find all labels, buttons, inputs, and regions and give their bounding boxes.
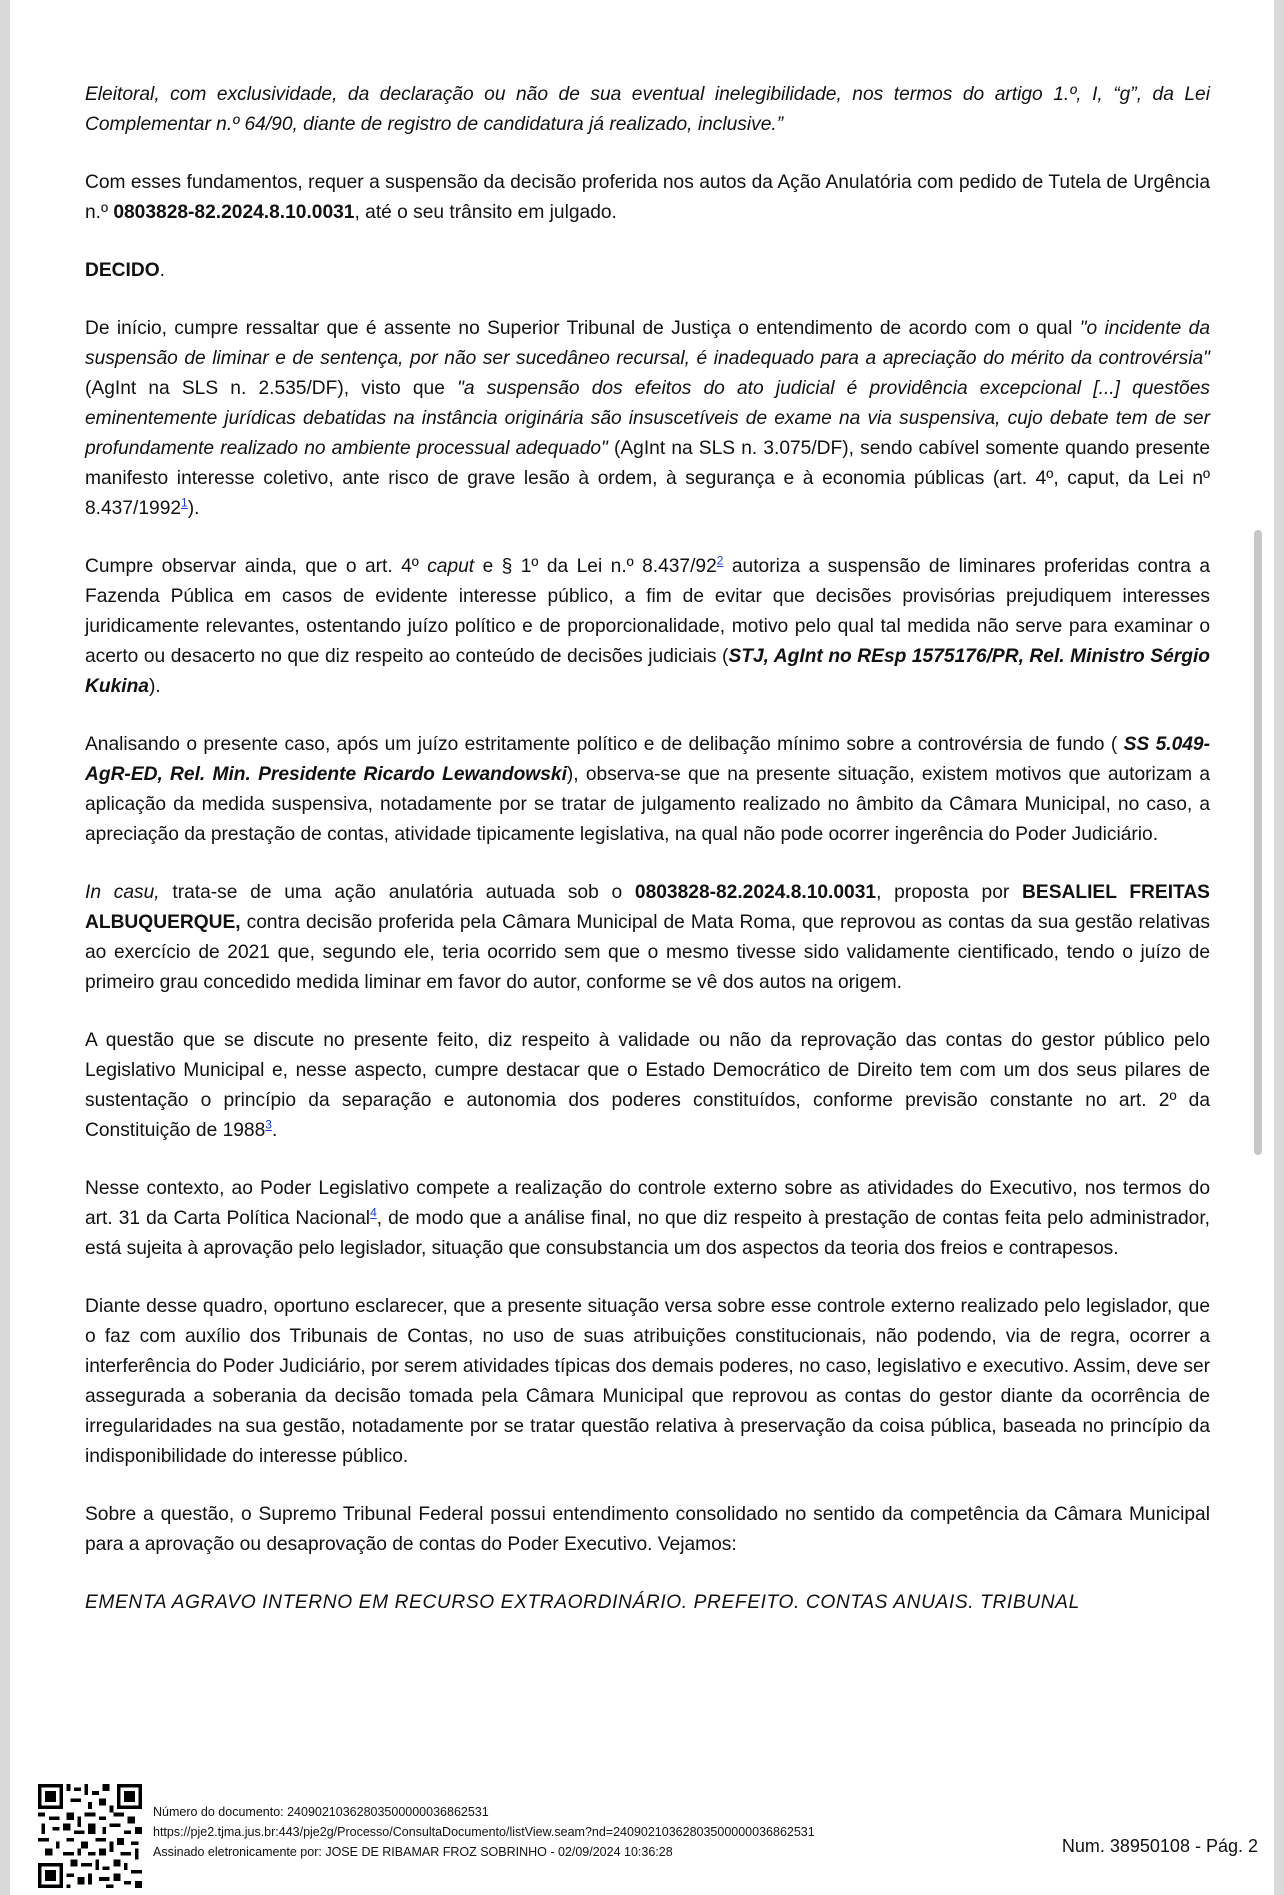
footnote-link-4[interactable]: 4 xyxy=(370,1205,377,1220)
footnote-link-3[interactable]: 3 xyxy=(265,1117,272,1132)
paragraph-quote-end: Eleitoral, com exclusividade, da declaração ou não de sua eventual inelegibilidade, nos termos do artigo 1.º, I, “g”, da Lei Complementar n.º 64/90, diante de registro de candidatura já realizado, inclusive.” xyxy=(85,84,1210,135)
decido-heading: DECIDO. xyxy=(85,260,165,281)
electronic-signature: Assinado eletronicamente por: JOSE DE RIBAMAR FROZ SOBRINHO - 02/09/2024 10:36:28 xyxy=(153,1845,673,1859)
footnote-link-1[interactable]: 1 xyxy=(181,495,188,510)
vertical-scrollbar[interactable] xyxy=(1254,530,1262,1155)
paragraph-request: Com esses fundamentos, requer a suspensão da decisão proferida nos autos da Ação Anulatória com pedido de Tutela de Urgência n.º 0803828-82.2024.8.10.0031, até o seu trânsito em julgado. xyxy=(85,172,1210,223)
document-page xyxy=(10,0,1274,1895)
paragraph-analysis: Analisando o presente caso, após um juízo estritamente político e de delibação mínimo sobre a controvérsia de fundo ( SS 5.049-AgR-ED, Rel. Min. Presidente Ricardo Lewandowski), observa-se que na presente situação, existem motivos que autorizam a aplicação da medida suspensiva, notadamente por se tratar de julgamento realizado no âmbito da Câmara Municipal, no caso, a apreciação da prestação de contas, atividade tipicamente legislativa, na qual não pode ocorrer ingerência do Poder Judiciário. xyxy=(85,734,1210,845)
paragraph-context: Nesse contexto, ao Poder Legislativo compete a realização do controle externo sobre as atividades do Executivo, nos termos do art. 31 da Carta Política Nacional$^4$, de modo que a análise final, no que diz respeito à prestação de contas feita pelo administrador, está sujeita à aprovação pelo legislador, situação que consubstancia um dos aspectos da teoria dos freios e contrapesos. xyxy=(85,1178,1210,1259)
document-body xyxy=(85,80,1210,1646)
qr-code-icon xyxy=(38,1784,142,1888)
paragraph-stf: Sobre a questão, o Supremo Tribunal Federal possui entendimento consolidado no sentido da competência da Câmara Municipal para a aprovação ou desaprovação de contas do Poder Executivo. Vejamos: xyxy=(85,1504,1210,1555)
document-url[interactable]: https://pje2.tjma.jus.br:443/pje2g/Processo/ConsultaDocumento/listView.seam?nd=24090210362803500000036862531 xyxy=(153,1825,815,1839)
footnote-link-2[interactable]: 2 xyxy=(716,553,724,568)
document-number: Número do documento: 24090210362803500000036862531 xyxy=(153,1805,489,1819)
paragraph-stj-understanding: De início, cumpre ressaltar que é assente no Superior Tribunal de Justiça o entendimento de acordo com o qual "o incidente da suspensão de liminar e de sentença, por não ser sucedâneo recursal, é inadequado para a apreciação do mérito da controvérsia" (AgInt na SLS n. 2.535/DF), visto que "a suspensão dos efeitos do ato judicial é providência excepcional [...] questões eminentemente jurídicas debatidas na instância originária são insuscetíveis de exame na via suspensiva, cujo debate tem de ser profundamente realizado no ambiente processual adequado" (AgInt na SLS n. 3.075/DF), sendo cabível somente quando presente manifesto interesse coletivo, ante risco de grave lesão à ordem, à segurança e à economia públicas (art. 4º, caput, da Lei nº 8.437/1992$^1$). xyxy=(85,318,1210,519)
paragraph-in-casu: In casu, trata-se de uma ação anulatória autuada sob o 0803828-82.2024.8.10.0031, proposta por BESALIEL FREITAS ALBUQUERQUE, contra decisão proferida pela Câmara Municipal de Mata Roma, que reprovou as contas da sua gestão relativas ao exercício de 2021 que, segundo ele, teria ocorrido sem que o mesmo tivesse sido validamente cientificado, tendo o juízo de primeiro grau concedido medida liminar em favor do autor, conforme se vê dos autos na origem. xyxy=(85,882,1210,993)
paragraph-question: A questão que se discute no presente feito, diz respeito à validade ou não da reprovação das contas do gestor público pelo Legislativo Municipal e, nesse aspecto, cumpre destacar que o Estado Democrático de Direito tem com um dos seus pilares de sustentação o princípio da separação e autonomia dos poderes constituídos, conforme previsão constante no art. 2º da Constituição de 1988$^3$. xyxy=(85,1030,1210,1141)
ementa-line: EMENTA AGRAVO INTERNO EM RECURSO EXTRAORDINÁRIO. PREFEITO. CONTAS ANUAIS. TRIBUNAL xyxy=(85,1592,1080,1613)
paragraph-external-control: Diante desse quadro, oportuno esclarecer, que a presente situação versa sobre esse controle externo realizado pelo legislador, que o faz com auxílio dos Tribunais de Contas, no uso de suas atribuições constitucionais, não podendo, via de regra, ocorrer a interferência do Poder Judiciário, por serem atividades típicas dos demais poderes, no caso, legislativo e executivo. Assim, deve ser assegurada a soberania da decisão tomada pela Câmara Municipal que reprovou as contas do gestor diante da ocorrência de irregularidades na sua gestão, notadamente por se tratar questão relativa à preservação da coisa pública, baseada no princípio da indisponibilidade do interesse público. xyxy=(85,1296,1210,1467)
signature-info xyxy=(153,1802,815,1862)
paragraph-art4: Cumpre observar ainda, que o art. 4º caput e § 1º da Lei n.º 8.437/92$^2$ autoriza a suspensão de liminares proferidas contra a Fazenda Pública em casos de evidente interesse público, a fim de evitar que decisões provisórias prejudiquem interesses juridicamente relevantes, ostentando juízo político e de proporcionalidade, motivo pelo qual tal medida não serve para examinar o acerto ou desacerto no que diz respeito ao conteúdo de decisões judiciais (STJ, AgInt no REsp 1575176/PR, Rel. Ministro Sérgio Kukina). xyxy=(85,553,1211,697)
document-footer xyxy=(28,1780,1274,1890)
page-number: Num. 38950108 - Pág. 2 xyxy=(1061,1836,1258,1856)
